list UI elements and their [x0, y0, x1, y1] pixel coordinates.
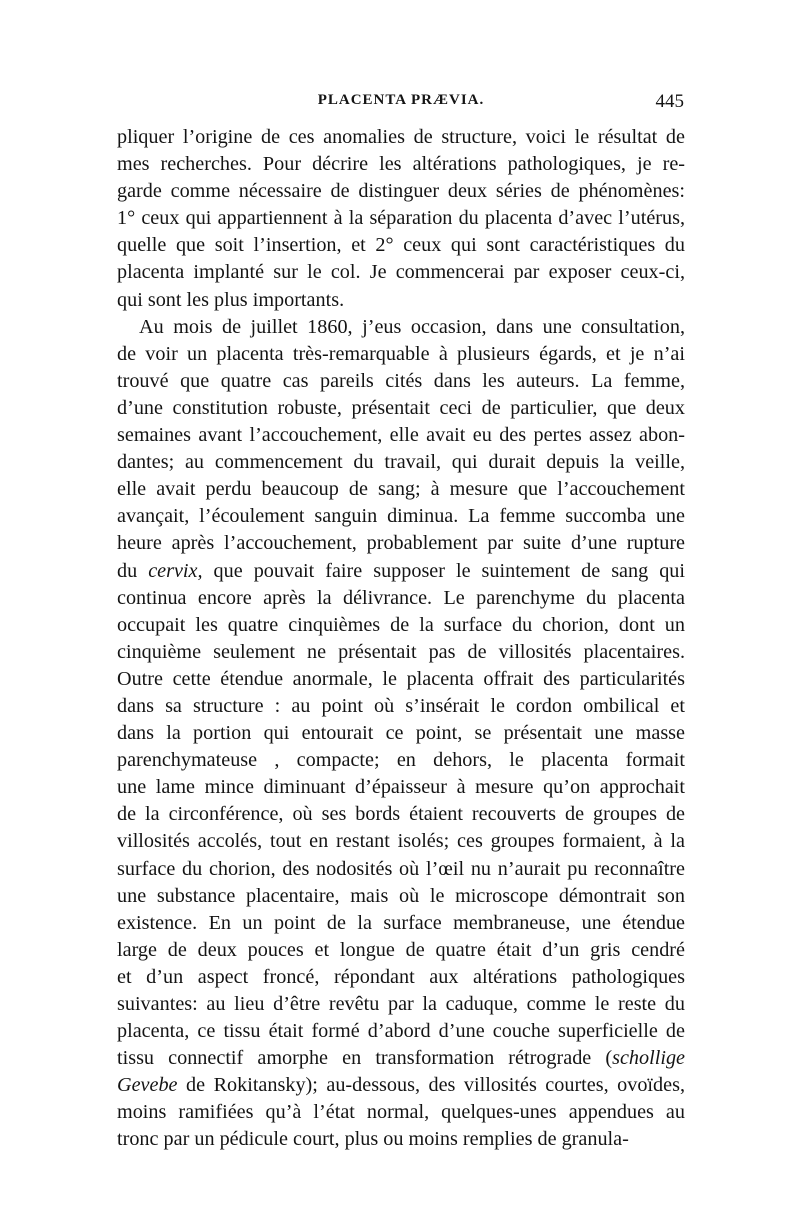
italic-term: schollige — [612, 1047, 685, 1070]
text-line: elle avait perdu beaucoup de sang; à mesure que l’accouchement — [117, 478, 685, 501]
page-number: 445 — [655, 91, 684, 112]
text-line: tronc par un pédicule court, plus ou moins remplies de granula- — [117, 1128, 629, 1151]
text-line: existence. En un point de la surface membraneuse, une étendue — [117, 911, 685, 934]
running-title: PLACENTA PRÆVIA. — [317, 92, 485, 108]
text-line: garde comme nécessaire de distinguer deux séries de phénomènes: — [117, 180, 685, 203]
text-line: Outre cette étendue anormale, le placenta offrait des particularités — [117, 667, 685, 690]
text-line: villosités accolés, tout en restant isolés; ces groupes formaient, à la — [117, 830, 685, 853]
text-line: dans la portion qui entourait ce point, se présentait une masse — [117, 722, 685, 745]
text-segment: du — [117, 559, 149, 582]
text-line: de voir un placenta très-remarquable à plusieurs égards, et je n’ai — [117, 342, 685, 365]
text-line: qui sont les plus importants. — [117, 288, 345, 311]
text-line: Au mois de juillet 1860, j’eus occasion, dans une consultation, — [139, 315, 685, 338]
text-line: trouvé que quatre cas pareils cités dans les auteurs. La femme, — [117, 369, 685, 392]
text-line: placenta implanté sur le col. Je commencerai par exposer ceux-ci, — [117, 261, 685, 284]
text-line: cinquième seulement ne présentait pas de villosités placentaires. — [117, 640, 685, 663]
text-line: une substance placentaire, mais où le microscope démontrait son — [117, 884, 685, 907]
text-line: suivantes: au lieu d’être revêtu par la caduque, comme le reste du — [117, 993, 685, 1015]
text-line: quelle que soit l’insertion, et 2° ceux qui sont caractéristiques du — [117, 234, 685, 257]
text-line: semaines avant l’accouchement, elle avait eu des pertes assez abon- — [117, 424, 685, 447]
text-segment: que pouvait faire supposer le suintement de sang qui — [202, 559, 685, 582]
text-line: avançait, l’écoulement sanguin diminua. La femme succomba une — [117, 505, 685, 528]
text-segment: tissu connectif amorphe en transformation rétrograde ( — [117, 1047, 613, 1070]
text-line: surface du chorion, des nodosités où l’œil nu n’aurait pu reconnaître — [117, 857, 685, 880]
text-line: large de deux pouces et longue de quatre était d’un gris cendré — [117, 938, 685, 961]
text-line: et d’un aspect froncé, répondant aux altérations pathologiques — [117, 965, 685, 988]
italic-term: Gevebe — [117, 1074, 178, 1097]
text-line: d’une constitution robuste, présentait ceci de particulier, que deux — [117, 396, 685, 419]
text-line: une lame mince diminuant d’épaisseur à mesure qu’on approchait — [117, 776, 685, 799]
text-line — [117, 1072, 685, 1099]
text-line: moins ramifiées qu’à l’état normal, quelques-unes appendues au — [117, 1101, 685, 1124]
running-head — [118, 92, 684, 118]
text-line: dans sa structure : au point où s’insérait le cordon ombilical et — [117, 694, 685, 717]
body-text — [117, 124, 685, 1154]
text-line — [117, 558, 685, 585]
text-line: heure après l’accouchement, probablement par suite d’une rupture — [117, 532, 685, 555]
text-line: mes recherches. Pour décrire les altérations pathologiques, je re- — [117, 153, 685, 176]
text-line: pliquer l’origine de ces anomalies de structure, voici le résultat de — [117, 126, 685, 148]
text-line: de la circonférence, où ses bords étaient recouverts de groupes de — [117, 803, 685, 826]
text-line — [117, 1045, 685, 1072]
italic-term: cervix, — [148, 559, 203, 582]
text-line: continua encore après la délivrance. Le parenchyme du placenta — [117, 586, 685, 609]
text-line: placenta, ce tissu était formé d’abord d’une couche superficielle de — [117, 1020, 685, 1043]
text-line: occupait les quatre cinquièmes de la surface du chorion, dont un — [117, 613, 685, 636]
text-line: parenchymateuse , compacte; en dehors, le placenta formait — [117, 749, 685, 772]
text-line: dantes; au commencement du travail, qui durait depuis la veille, — [117, 451, 685, 474]
text-segment: de Rokitansky); au-dessous, des villosités courtes, ovoïdes, — [177, 1074, 685, 1097]
text-line: 1° ceux qui appartiennent à la séparation du placenta d’avec l’utérus, — [117, 207, 685, 230]
